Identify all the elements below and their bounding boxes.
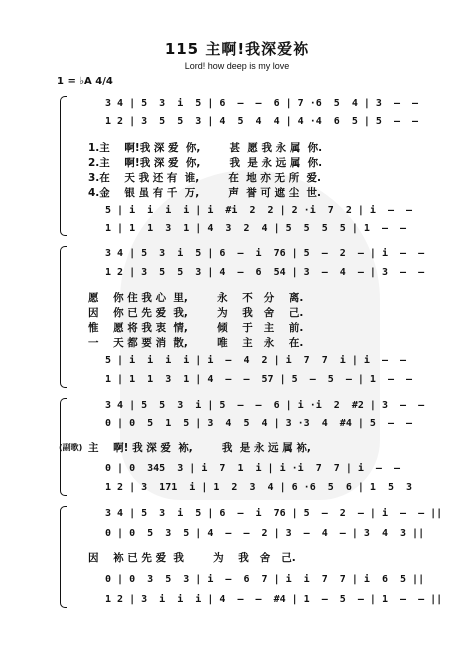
notation-row: 1 | 1 1 3 1 | 4 3 2 4 | 5 5 5 5 | 1 — — — [105, 222, 407, 234]
system-brace — [60, 506, 67, 608]
notation-row: 3 4 | 5 5 3 i | 5 — — 6 | i ·i 2 #2 | 3 — — — [105, 399, 425, 411]
lyric-line: 2.主 啊!我 深 爱 你, 我 是 永 远 属 你. — [88, 157, 323, 169]
system-brace — [60, 246, 67, 388]
notation-row: 0 | 0 5 3 5 | 4 — — 2 | 3 — 4 — | 3 4 3 || — [105, 527, 425, 539]
notation-row: 1 2 | 3 i i i | 4 — — #4 | 1 — 5 — | 1 — — || — [105, 593, 443, 605]
notation-row: 3 4 | 5 3 i 5 | 6 — i 76 | 5 — 2 — | i — — — [105, 247, 425, 259]
notation-row: 5 | i i i i | i #i 2 2 | 2 ·i 7 2 | i — — — [105, 204, 413, 216]
lyric-line: 一 天 都 要 消 散, 唯 主 永 在. — [88, 337, 304, 349]
song-title: 115 主啊!我深爱袮 — [164, 40, 310, 58]
key-signature: 1 = ♭A 4/4 — [57, 76, 113, 87]
notation-row: 1 2 | 3 5 5 3 | 4 5 4 4 | 4 ·4 6 5 | 5 — — — [105, 115, 419, 127]
lyric-line: 惟 愿 将 我 衷 情, 倾 于 主 前. — [88, 322, 304, 334]
notation-row: 0 | 0 5 1 5 | 3 4 5 4 | 3 ·3 4 #4 | 5 — — — [105, 417, 413, 429]
lyric-line: 3.在 天 我 还 有 谁, 在 地 亦 无 所 爱. — [88, 172, 322, 184]
lyric-line: 因 袮 已 先 爱 我 为 我 舍 己. — [88, 552, 296, 564]
notation-row: 3 4 | 5 3 i 5 | 6 — — 6 | 7 ·6 5 4 | 3 — — — [105, 97, 419, 109]
notation-row: 0 | 0 345 3 | i 7 1 i | i ·i 7 7 | i — — — [105, 462, 401, 474]
notation-row: 1 2 | 3 171 i | 1 2 3 4 | 6 ·6 5 6 | 1 5 3 — [105, 481, 413, 493]
refrain-tag: (副歌) — [59, 443, 83, 452]
song-subtitle: Lord! how deep is my love — [184, 61, 290, 71]
lyric-line: 1.主 啊!我 深 爱 你, 甚 愿 我 永 属 你. — [88, 142, 323, 154]
system-brace — [60, 96, 67, 236]
lyric-line: 4.金 银 虽 有 千 万, 声 誉 可 遮 尘 世. — [88, 187, 322, 199]
lyric-line: 愿 你 住 我 心 里, 永 不 分 离. — [88, 292, 304, 304]
notation-row: 5 | i i i i | i — 4 2 | i 7 7 i | i — — — [105, 354, 407, 366]
lyric-line: 主 啊! 我 深 爱 袮, 我 是 永 远 属 袮, — [88, 442, 311, 454]
notation-row: 0 | 0 3 5 3 | i — 6 7 | i i 7 7 | i 6 5 || — [105, 573, 425, 585]
notation-row: 1 | 1 1 3 1 | 4 — — 57 | 5 — 5 — | 1 — — — [105, 373, 413, 385]
notation-row: 1 2 | 3 5 5 3 | 4 — 6 54 | 3 — 4 — | 3 — — — [105, 266, 425, 278]
lyric-line: 因 你 已 先 爱 我, 为 我 舍 己. — [88, 307, 304, 319]
notation-row: 3 4 | 5 3 i 5 | 6 — i 76 | 5 — 2 — | i — — || — [105, 507, 443, 519]
